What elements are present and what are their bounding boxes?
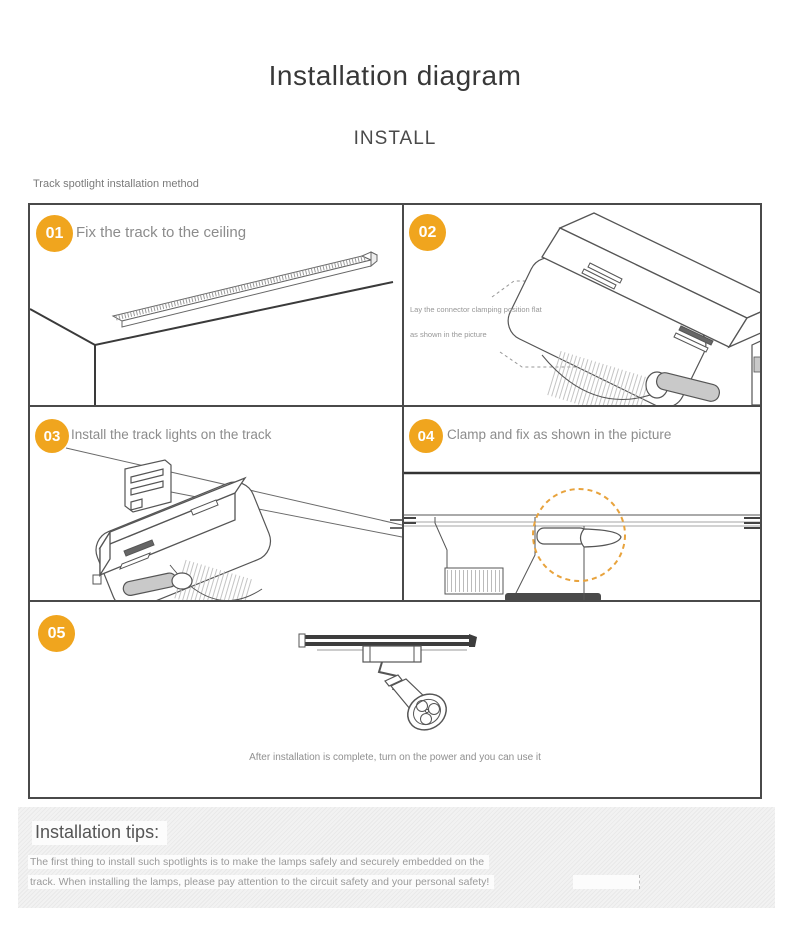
step-3-badge: 03 [35,419,69,453]
step-4-panel [404,407,760,602]
step-3-panel [30,407,404,602]
erased-text-patch [573,875,640,889]
installation-steps-grid [28,203,762,799]
step-2-badge: 02 [409,214,446,251]
step-5-caption: After installation is complete, turn on the power and you can use it [249,752,541,763]
step-5-panel [30,602,760,797]
step-2-caption-line1: Lay the connector clamping position flat [410,305,542,314]
step-4-badge: 04 [409,419,443,453]
step-1-panel [30,205,404,407]
tips-heading: Installation tips: [32,821,167,845]
step-1-badge: 01 [36,215,73,252]
step-1-label: Fix the track to the ceiling [76,224,247,241]
step-2-panel [404,205,760,407]
section-label: Track spotlight installation method [33,178,199,190]
page-title: Installation diagram [268,60,522,91]
step-5-badge: 05 [38,615,75,652]
page-subtitle: INSTALL [353,128,437,149]
tips-line-2: track. When installing the lamps, please pay attention to the circuit safety and your personal safety! [28,875,494,889]
step-4-label: Clamp and fix as shown in the picture [447,427,672,442]
tips-line-1: The first thing to install such spotlights is to make the lamps safely and securely embedded on the [28,855,489,869]
finished-spotlight-drawing [30,602,760,797]
step-2-caption-line2: as shown in the picture [410,330,487,339]
installation-tips-section [18,807,775,908]
step-3-label: Install the track lights on the track [71,427,272,442]
